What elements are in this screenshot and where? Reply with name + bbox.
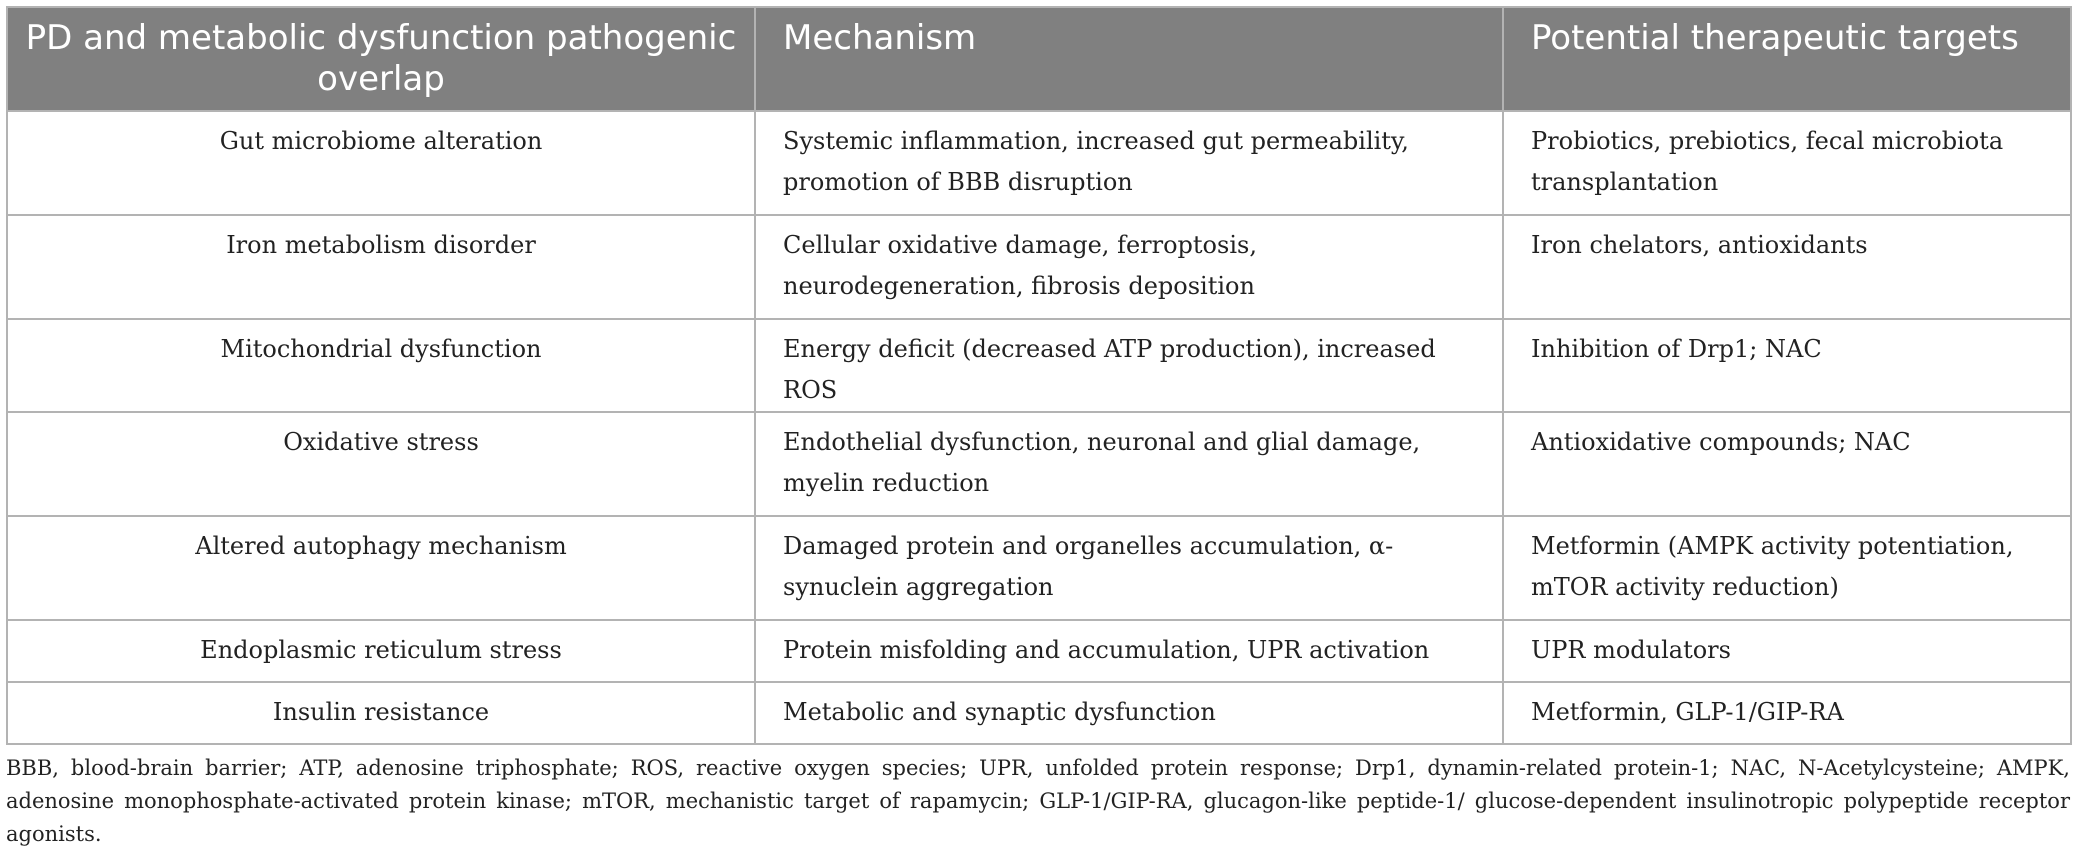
table-row — [7, 215, 2071, 319]
cell-mechanism: Protein misfolding and accumulation, UPR activation — [755, 620, 1503, 682]
table-row — [7, 412, 2071, 516]
table-header — [7, 7, 2071, 111]
cell-mechanism: Systemic inflammation, increased gut permeability, promotion of BBB disruption — [755, 111, 1503, 215]
header-therapeutic-targets: Potential therapeutic targets — [1503, 7, 2071, 111]
cell-mechanism: Cellular oxidative damage, ferroptosis, neurodegeneration, fibrosis deposition — [755, 215, 1503, 319]
data-table-container — [6, 6, 2070, 745]
cell-overlap: Endoplasmic reticulum stress — [7, 620, 755, 682]
cell-overlap: Insulin resistance — [7, 682, 755, 744]
pd-metabolic-table — [6, 6, 2072, 745]
cell-targets: Probiotics, prebiotics, fecal microbiota transplantation — [1503, 111, 2071, 215]
cell-targets: UPR modulators — [1503, 620, 2071, 682]
cell-overlap: Iron metabolism disorder — [7, 215, 755, 319]
cell-targets: Metformin, GLP-1/GIP-RA — [1503, 682, 2071, 744]
cell-targets: Metformin (AMPK activity potentiation, mTOR activity reduction) — [1503, 516, 2071, 620]
header-mechanism: Mechanism — [755, 7, 1503, 111]
cell-targets: Iron chelators, antioxidants — [1503, 215, 2071, 319]
cell-overlap: Oxidative stress — [7, 412, 755, 516]
table-row — [7, 516, 2071, 620]
cell-mechanism: Metabolic and synaptic dysfunction — [755, 682, 1503, 744]
table-row — [7, 319, 2071, 412]
table-row — [7, 111, 2071, 215]
cell-overlap: Mitochondrial dysfunction — [7, 319, 755, 412]
header-pd-overlap: PD and metabolic dysfunction pathogenic overlap — [7, 7, 755, 111]
table-row — [7, 682, 2071, 744]
header-row — [7, 7, 2071, 111]
cell-targets: Inhibition of Drp1; NAC — [1503, 319, 2071, 412]
cell-overlap: Altered autophagy mechanism — [7, 516, 755, 620]
table-body — [7, 111, 2071, 744]
cell-overlap: Gut microbiome alteration — [7, 111, 755, 215]
cell-mechanism: Endothelial dysfunction, neuronal and glial damage, myelin reduction — [755, 412, 1503, 516]
cell-targets: Antioxidative compounds; NAC — [1503, 412, 2071, 516]
table-footnote: BBB, blood-brain barrier; ATP, adenosine triphosphate; ROS, reactive oxygen species; UPR, unfolded protein response; Drp1, dynamin-related protein-1; NAC, N-Acetylcysteine; AMPK, adenosine monophosphate-activated protein kinase; mTOR, mechanistic target of rapamycin; GLP-1/GIP-RA, glucagon-like peptide-1/ glucose-dependent insulinotropic polypeptide receptor agonists. — [6, 756, 2070, 846]
cell-mechanism: Damaged protein and organelles accumulation, α-synuclein aggregation — [755, 516, 1503, 620]
table-row — [7, 620, 2071, 682]
cell-mechanism: Energy deficit (decreased ATP production), increased ROS — [755, 319, 1503, 412]
